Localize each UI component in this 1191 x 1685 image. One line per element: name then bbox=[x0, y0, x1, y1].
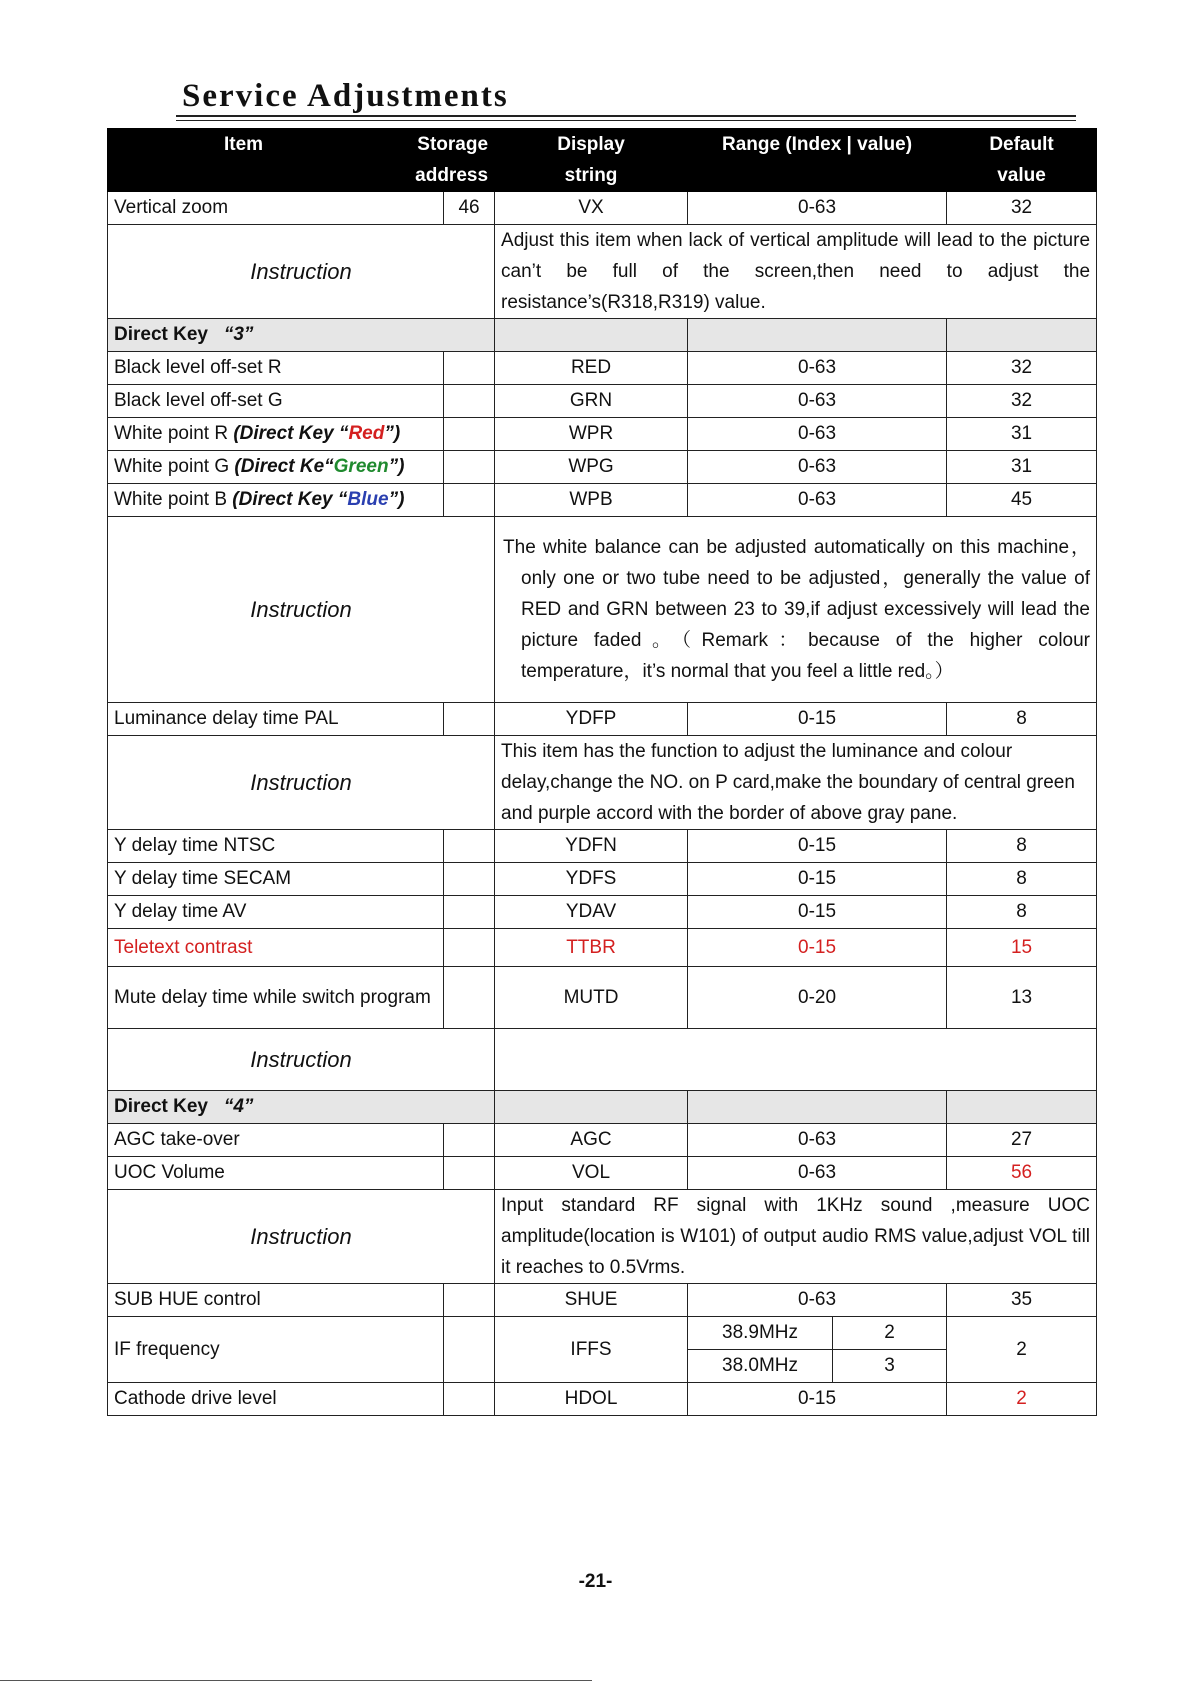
display-cell: YDAV bbox=[495, 896, 688, 929]
item-cell: Cathode drive level bbox=[108, 1383, 444, 1416]
instruction-label: Instruction bbox=[108, 1029, 495, 1091]
table-row bbox=[108, 896, 1097, 929]
range-cell: 0-63 bbox=[688, 1124, 947, 1157]
instruction-row bbox=[108, 736, 1097, 830]
table-row bbox=[108, 418, 1097, 451]
table-row bbox=[108, 703, 1097, 736]
instruction-label: Instruction bbox=[108, 225, 495, 319]
direct-key-row bbox=[108, 1091, 1097, 1124]
footer-rule bbox=[0, 1680, 592, 1681]
title-rule-thin bbox=[176, 120, 1076, 121]
display-cell: YDFS bbox=[495, 863, 688, 896]
range-cell: 0-15 bbox=[688, 830, 947, 863]
item-cell: UOC Volume bbox=[108, 1157, 444, 1190]
default-cell: 32 bbox=[947, 192, 1097, 225]
item-cell: Luminance delay time PAL bbox=[108, 703, 444, 736]
red-key-label: Red bbox=[348, 423, 385, 444]
instruction-text: Adjust this item when lack of vertical amplitude will lead to the picture can’t be full of the screen,then need to adjust the resistance’s(R318,R319) value. bbox=[495, 225, 1097, 319]
direct-key-row bbox=[108, 319, 1097, 352]
default-cell: 32 bbox=[947, 352, 1097, 385]
display-cell: RED bbox=[495, 352, 688, 385]
range-freq-cell: 38.0MHz bbox=[688, 1350, 833, 1383]
range-cell: 0-15 bbox=[688, 703, 947, 736]
direct-key-label: Direct Key “3” bbox=[108, 319, 495, 352]
table-row bbox=[108, 385, 1097, 418]
default-cell: 32 bbox=[947, 385, 1097, 418]
range-cell: 0-63 bbox=[688, 484, 947, 517]
instruction-text bbox=[495, 1029, 1097, 1091]
range-value-cell: 3 bbox=[833, 1350, 947, 1383]
header-item-storage bbox=[108, 129, 495, 192]
storage-cell: 46 bbox=[444, 192, 495, 225]
display-cell: GRN bbox=[495, 385, 688, 418]
display-cell: YDFP bbox=[495, 703, 688, 736]
table-row bbox=[108, 451, 1097, 484]
table-row bbox=[108, 484, 1097, 517]
default-cell: 8 bbox=[947, 863, 1097, 896]
item-cell: AGC take-over bbox=[108, 1124, 444, 1157]
header-range: Range (Index | value) bbox=[688, 129, 947, 192]
title-rule bbox=[176, 115, 1076, 117]
display-cell: TTBR bbox=[495, 929, 688, 967]
instruction-label: Instruction bbox=[108, 1190, 495, 1284]
default-cell: 13 bbox=[947, 967, 1097, 1029]
item-cell: Black level off-set R bbox=[108, 352, 444, 385]
default-cell: 27 bbox=[947, 1124, 1097, 1157]
green-key-label: Green bbox=[333, 456, 389, 477]
default-cell: 31 bbox=[947, 418, 1097, 451]
item-cell: Black level off-set G bbox=[108, 385, 444, 418]
header-default: Default value bbox=[947, 129, 1097, 192]
range-cell: 0-15 bbox=[688, 896, 947, 929]
range-cell: 0-63 bbox=[688, 418, 947, 451]
table-row bbox=[108, 863, 1097, 896]
range-cell: 0-15 bbox=[688, 1383, 947, 1416]
default-cell: 8 bbox=[947, 896, 1097, 929]
item-cell: White point G (Direct Ke“Green”) bbox=[108, 451, 444, 484]
display-cell: WPR bbox=[495, 418, 688, 451]
page-number: -21- bbox=[578, 1571, 613, 1592]
default-cell: 56 bbox=[947, 1157, 1097, 1190]
range-cell: 0-15 bbox=[688, 863, 947, 896]
table-row bbox=[108, 352, 1097, 385]
display-cell: YDFN bbox=[495, 830, 688, 863]
display-cell: WPG bbox=[495, 451, 688, 484]
default-cell: 8 bbox=[947, 703, 1097, 736]
blue-key-label: Blue bbox=[347, 489, 389, 510]
service-adjustments-table bbox=[107, 128, 1097, 1416]
table-row bbox=[108, 1284, 1097, 1317]
display-cell: SHUE bbox=[495, 1284, 688, 1317]
header-storage: Storage bbox=[417, 134, 489, 155]
instruction-text: Input standard RF signal with 1KHz sound ,measure UOC amplitude(location is W101) of output audio RMS value,adjust VOL till it reaches to 0.5Vrms. bbox=[495, 1190, 1097, 1284]
table-row bbox=[108, 929, 1097, 967]
item-cell: SUB HUE control bbox=[108, 1284, 444, 1317]
range-freq-cell: 38.9MHz bbox=[688, 1317, 833, 1350]
instruction-text: The white balance can be adjusted automatically on this machine，only one or two tube need to be adjusted，generally the value of RED and GRN between 23 to 39,if adjust excessively will lead the picture faded。（Remark：because of the higher colour temperature，it’s normal that you feel a little red。） bbox=[495, 517, 1097, 703]
table-row bbox=[108, 967, 1097, 1029]
item-cell: Teletext contrast bbox=[108, 929, 444, 967]
instruction-row bbox=[108, 517, 1097, 703]
item-cell: Y delay time AV bbox=[108, 896, 444, 929]
range-cell: 0-63 bbox=[688, 385, 947, 418]
range-cell: 0-63 bbox=[688, 451, 947, 484]
item-cell: Mute delay time while switch program bbox=[108, 967, 444, 1029]
table-row bbox=[108, 192, 1097, 225]
display-cell: MUTD bbox=[495, 967, 688, 1029]
table-row bbox=[108, 1383, 1097, 1416]
default-cell: 2 bbox=[947, 1383, 1097, 1416]
table-row bbox=[108, 1124, 1097, 1157]
item-cell: Y delay time SECAM bbox=[108, 863, 444, 896]
instruction-row bbox=[108, 1029, 1097, 1091]
display-cell: IFFS bbox=[495, 1317, 688, 1383]
range-cell: 0-20 bbox=[688, 967, 947, 1029]
display-cell: VOL bbox=[495, 1157, 688, 1190]
range-cell: 0-63 bbox=[688, 192, 947, 225]
table-row bbox=[108, 830, 1097, 863]
item-cell: White point R (Direct Key “Red”) bbox=[108, 418, 444, 451]
default-cell: 2 bbox=[947, 1317, 1097, 1383]
instruction-label: Instruction bbox=[108, 517, 495, 703]
item-cell: Y delay time NTSC bbox=[108, 830, 444, 863]
item-cell: IF frequency bbox=[108, 1317, 444, 1383]
display-cell: WPB bbox=[495, 484, 688, 517]
table-row bbox=[108, 1317, 1097, 1350]
range-cell: 0-63 bbox=[688, 352, 947, 385]
item-cell: White point B (Direct Key “Blue”) bbox=[108, 484, 444, 517]
instruction-row bbox=[108, 1190, 1097, 1284]
table-header-row bbox=[108, 129, 1097, 192]
range-value-cell: 2 bbox=[833, 1317, 947, 1350]
direct-key-value: “3” bbox=[223, 324, 254, 345]
default-cell: 15 bbox=[947, 929, 1097, 967]
direct-key-value: “4” bbox=[223, 1096, 254, 1117]
header-item: Item bbox=[224, 134, 264, 155]
default-cell: 8 bbox=[947, 830, 1097, 863]
instruction-label: Instruction bbox=[108, 736, 495, 830]
display-cell: VX bbox=[495, 192, 688, 225]
header-display: Display string bbox=[495, 129, 688, 192]
direct-key-label: Direct Key “4” bbox=[108, 1091, 495, 1124]
default-cell: 35 bbox=[947, 1284, 1097, 1317]
page-title: Service Adjustments bbox=[182, 78, 509, 114]
instruction-text: This item has the function to adjust the luminance and colour delay,change the NO. on P card,make the boundary of central green and purple accord with the border of above gray pane. bbox=[495, 736, 1097, 830]
display-cell: AGC bbox=[495, 1124, 688, 1157]
default-cell: 45 bbox=[947, 484, 1097, 517]
range-cell: 0-15 bbox=[688, 929, 947, 967]
display-cell: HDOL bbox=[495, 1383, 688, 1416]
item-cell: Vertical zoom bbox=[108, 192, 444, 225]
instruction-row bbox=[108, 225, 1097, 319]
default-cell: 31 bbox=[947, 451, 1097, 484]
header-address: address bbox=[415, 165, 489, 186]
range-cell: 0-63 bbox=[688, 1284, 947, 1317]
range-cell: 0-63 bbox=[688, 1157, 947, 1190]
table-row bbox=[108, 1157, 1097, 1190]
